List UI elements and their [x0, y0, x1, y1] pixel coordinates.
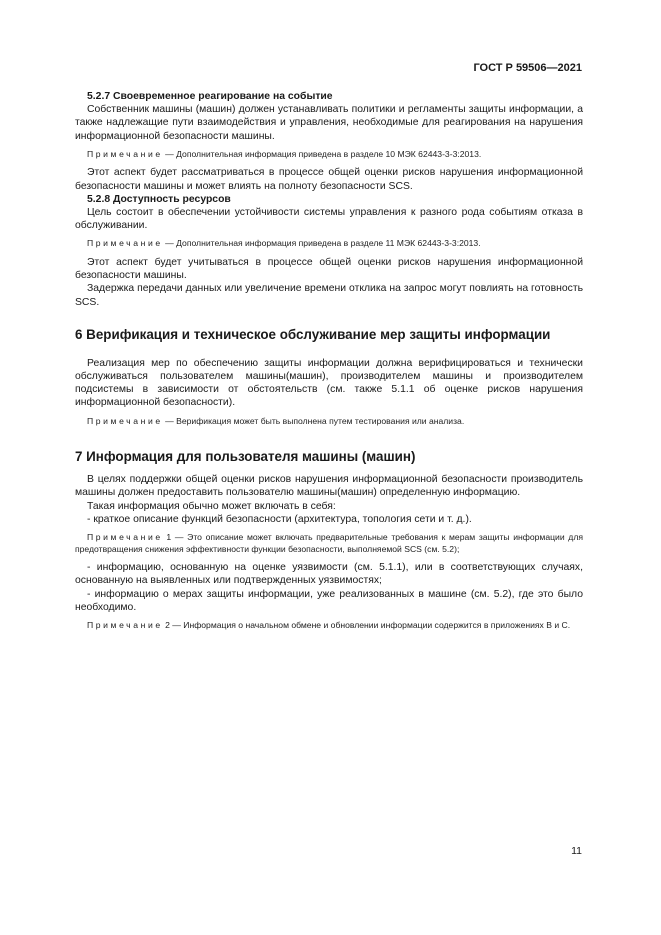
- paragraph: Цель состоит в обеспечении устойчивости системы управления к разного рода событиям отказа в обслуживании.: [75, 207, 583, 232]
- paragraph: Этот аспект будет учитываться в процессе общей оценки рисков нарушения информационной безопасности машины.: [75, 257, 583, 282]
- paragraph: Такая информация обычно может включать в себя:: [87, 500, 336, 512]
- note-text: — Дополнительная информация приведена в разделе 11 МЭК 62443-3-3:2013.: [162, 238, 481, 249]
- note: [75, 238, 583, 250]
- note-label: Примечание: [87, 620, 163, 631]
- note-text: 2 — Информация о начальном обмене и обновлении информации содержится в приложениях В и С.: [162, 620, 571, 631]
- paragraph: Этот аспект будет рассматриваться в процессе общей оценки рисков нарушения информационной безопасности машины и может влиять на полноту безопасности SCS.: [75, 167, 583, 192]
- subsection-heading-5-2-8: 5.2.8 Доступность ресурсов: [87, 193, 231, 205]
- page-number: 11: [571, 845, 582, 857]
- section-heading-6: 6 Верификация и техническое обслуживание мер защиты информации: [75, 326, 551, 342]
- list-item: - информацию о мерах защиты информации, уже реализованных в машине (см. 5.2), где это было необходимо.: [75, 588, 583, 613]
- note: [75, 149, 583, 161]
- note-text: 1 — Это описание может включать предварительные требования к мерам защиты информации для предотвращения снижения эффективности функции безопасности, выполняемой SCS (см. 5.2);: [75, 532, 583, 554]
- paragraph: В целях поддержки общей оценки рисков нарушения информационной безопасности производитель машины должен предоставить пользователю машины(машин) определенную информацию.: [75, 474, 583, 499]
- document-id: ГОСТ Р 59506—2021: [473, 62, 582, 74]
- subsection-heading-5-2-7: 5.2.7 Своевременное реагирование на событие: [87, 91, 333, 102]
- paragraph: Задержка передачи данных или увеличение времени отклика на запрос могут повлиять на готовность SCS.: [75, 283, 583, 308]
- paragraph: Собственник машины (машин) должен устанавливать политики и регламенты защиты информации, а также надлежащие пути взаимодействия и управления, необходимые для реагирования на нарушения информационной безопасности машины.: [75, 104, 583, 142]
- note-label: Примечание: [87, 532, 163, 543]
- note-label: Примечание: [87, 238, 163, 249]
- paragraph: Реализация мер по обеспечению защиты информации должна верифицироваться и технически обслуживаться пользователем машины(машин), производителем машины и производителем подсистемы в зависимости от обстоятельств (см. также 5.1.1 об оценке рисков нарушения информационной безопасности).: [75, 357, 583, 409]
- note: [75, 416, 583, 428]
- note-label: Примечание: [87, 415, 163, 426]
- note-text: — Верификация может быть выполнена путем тестирования или анализа.: [162, 415, 465, 426]
- note-text: — Дополнительная информация приведена в разделе 10 МЭК 62443-3-3:2013.: [162, 148, 482, 159]
- note: [75, 532, 583, 555]
- list-item: - краткое описание функций безопасности (архитектура, топология сети и т. д.).: [87, 513, 472, 525]
- page-content: [75, 90, 583, 632]
- note-label: Примечание: [87, 148, 163, 159]
- note: [75, 620, 583, 632]
- section-heading-7: 7 Информация для пользователя машины (машин): [75, 449, 416, 465]
- list-item: - информацию, основанную на оценке уязвимости (см. 5.1.1), или в соответствующих случаях, основанную на выявленных или подтвержденных уязвимостях;: [75, 562, 583, 587]
